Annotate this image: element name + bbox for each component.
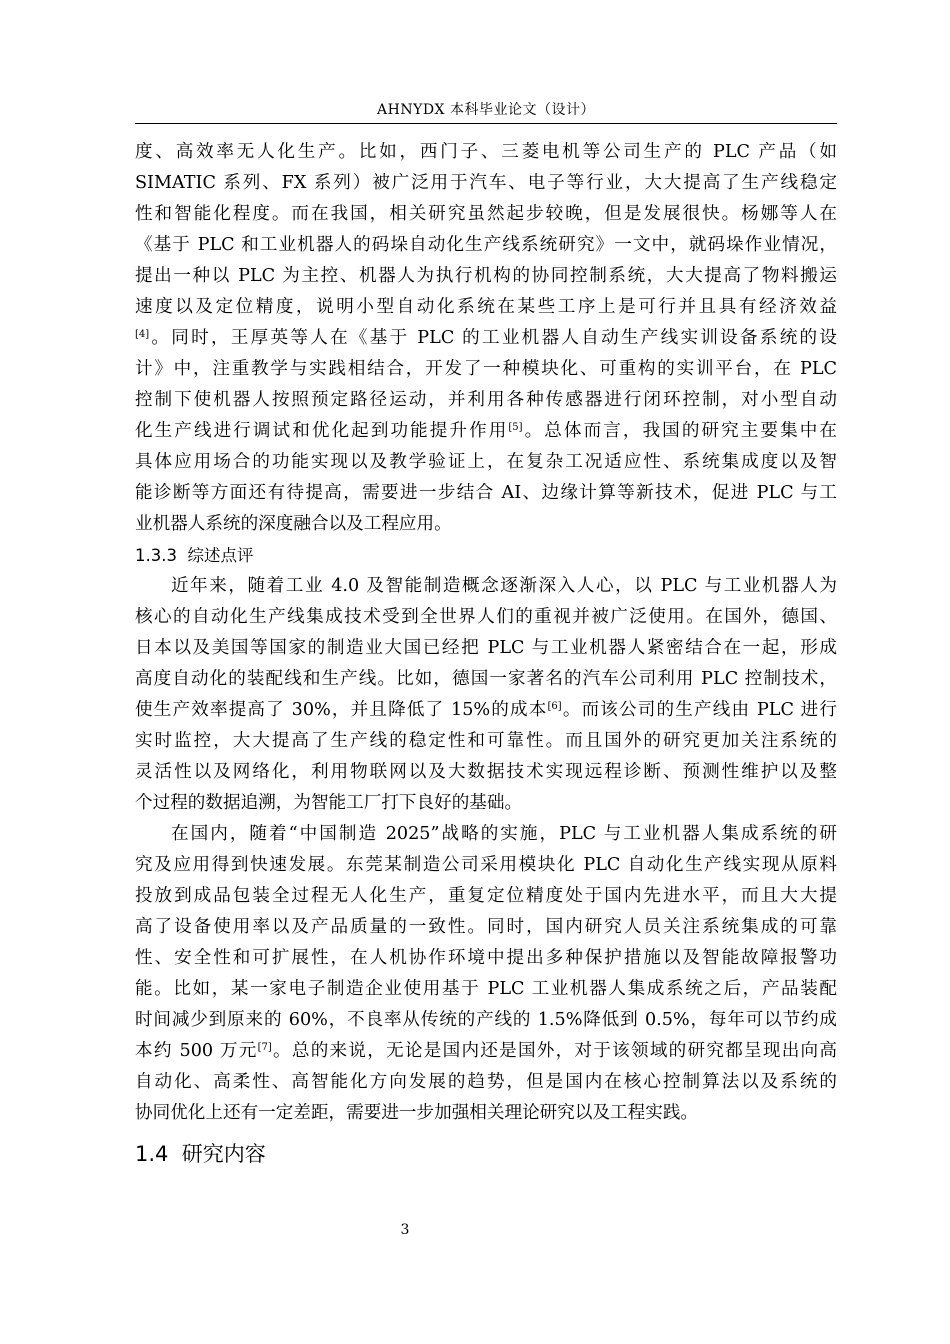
section-title: 研究内容: [181, 1142, 266, 1166]
citation-ref: [6]: [547, 701, 562, 712]
text-span: 。总的来说，无论是国内还是国外，对于该领域的研究都呈现出向高: [271, 1041, 837, 1061]
section-number: 1.4: [135, 1142, 169, 1166]
page-header: [135, 101, 837, 124]
text-line: 日本以及美国等国家的制造业大国已经把 PLC 与工业机器人紧密结合在一起，形成: [135, 638, 837, 658]
section-number: 1.3.3: [135, 546, 177, 565]
text-line: 《基于 PLC 和工业机器人的码垛自动化生产线系统研究》一文中，就码垛作业情况，: [135, 235, 837, 255]
text-span: 。总体而言，我国的研究主要集中在: [522, 421, 837, 441]
text-line: 时间减少到原来的 60%，不良率从传统的产线的 1.5%降低到 0.5%，每年可以节约成: [135, 1010, 837, 1030]
text-line: 能。比如，某一家电子制造企业使用基于 PLC 工业机器人集成系统之后，产品装配: [135, 979, 837, 999]
text-line: 能诊断等方面还有待提高，需要进一步结合 AI、边缘计算等新技术，促进 PLC 与工: [135, 483, 837, 503]
text-line: 核心的自动化生产线集成技术受到全世界人们的重视并被广泛使用。在国外，德国、: [135, 607, 837, 627]
page-number: 3: [400, 1222, 410, 1238]
text-line: [135, 1036, 837, 1067]
text-line: 提出一种以 PLC 为主控、机器人为执行机构的协同控制系统，大大提高了物料搬运: [135, 266, 837, 286]
text-line: 个过程的数据追溯，为智能工厂打下良好的基础。: [135, 793, 523, 813]
text-span: 化生产线进行调试和优化起到功能提升作用: [135, 421, 509, 441]
body-text: [135, 137, 837, 1171]
header-title: AHNYDX 本科毕业论文（设计）: [377, 102, 595, 118]
text-line: 性和智能化程度。而在我国，相关研究虽然起步较晚，但是发展很快。杨娜等人在: [135, 204, 837, 224]
text-line: 投放到成品包装全过程无人化生产，重复定位精度处于国内先进水平，而且大大提: [135, 886, 837, 906]
text-line: [135, 323, 837, 354]
text-line: 度、高效率无人化生产。比如，西门子、三菱电机等公司生产的 PLC 产品（如: [135, 142, 837, 162]
text-line: 计》中，注重教学与实践相结合，开发了一种模块化、可重构的实训平台，在 PLC: [135, 359, 837, 379]
text-line: 在国内，随着“中国制造 2025”战略的实施，PLC 与工业机器人集成系统的研: [171, 824, 837, 844]
text-line: [135, 695, 837, 726]
section-title: 综述点评: [187, 546, 254, 565]
text-line: 性、安全性和可扩展性，在人机协作环境中提出多种保护措施以及智能故障报警功: [135, 948, 837, 968]
text-line: 究及应用得到快速发展。东莞某制造公司采用模块化 PLC 自动化生产线实现从原料: [135, 855, 837, 875]
text-line: SIMATIC 系列、FX 系列）被广泛用于汽车、电子等行业，大大提高了生产线稳定: [135, 173, 837, 193]
text-line: 实时监控，大大提高了生产线的稳定性和可靠性。而且国外的研究更加关注系统的: [135, 731, 837, 751]
text-line: 高了设备使用率以及产品质量的一致性。同时，国内研究人员关注系统集成的可靠: [135, 917, 837, 937]
citation-ref: [4]: [135, 329, 150, 340]
section-heading-1-4: [135, 1129, 837, 1171]
text-line: 具体应用场合的功能实现以及教学验证上，在复杂工况适应性、系统集成度以及智: [135, 452, 837, 472]
text-line: 自动化、高柔性、高智能化方向发展的趋势，但是国内在核心控制算法以及系统的: [135, 1072, 837, 1092]
text-line: 高度自动化的装配线和生产线。比如，德国一家著名的汽车公司利用 PLC 控制技术，: [135, 669, 837, 689]
paragraph-1: [135, 137, 837, 540]
section-heading-1-3-3: [135, 540, 837, 571]
text-line: 近年来，随着工业 4.0 及智能制造概念逐渐深入人心，以 PLC 与工业机器人为: [171, 576, 837, 596]
text-span: 本约 500 万元: [135, 1041, 258, 1061]
paragraph-3: [135, 819, 837, 1129]
text-span: 。同时，王厚英等人在《基于 PLC 的工业机器人自动生产线实训设备系统的设: [149, 328, 837, 348]
text-line: 控制下使机器人按照预定路径运动，并利用各种传感器进行闭环控制，对小型自动: [135, 390, 837, 410]
text-span: 。而该公司的生产线由 PLC 进行: [561, 700, 837, 720]
text-span: 使生产效率提高了 30%，并且降低了 15%的成本: [135, 700, 548, 720]
text-line: 速度以及定位精度，说明小型自动化系统在某些工序上是可行并且具有经济效益: [135, 297, 837, 317]
text-line: 协同优化上还有一定差距，需要进一步加强相关理论研究以及工程实践。: [135, 1103, 699, 1123]
text-line: 业机器人系统的深度融合以及工程应用。: [135, 514, 452, 534]
text-line: [135, 416, 837, 447]
citation-ref: [5]: [508, 422, 523, 433]
citation-ref: [7]: [257, 1042, 272, 1053]
paragraph-2: [135, 571, 837, 819]
text-line: 灵活性以及网络化，利用物联网以及大数据技术实现远程诊断、预测性维护以及整: [135, 762, 837, 782]
